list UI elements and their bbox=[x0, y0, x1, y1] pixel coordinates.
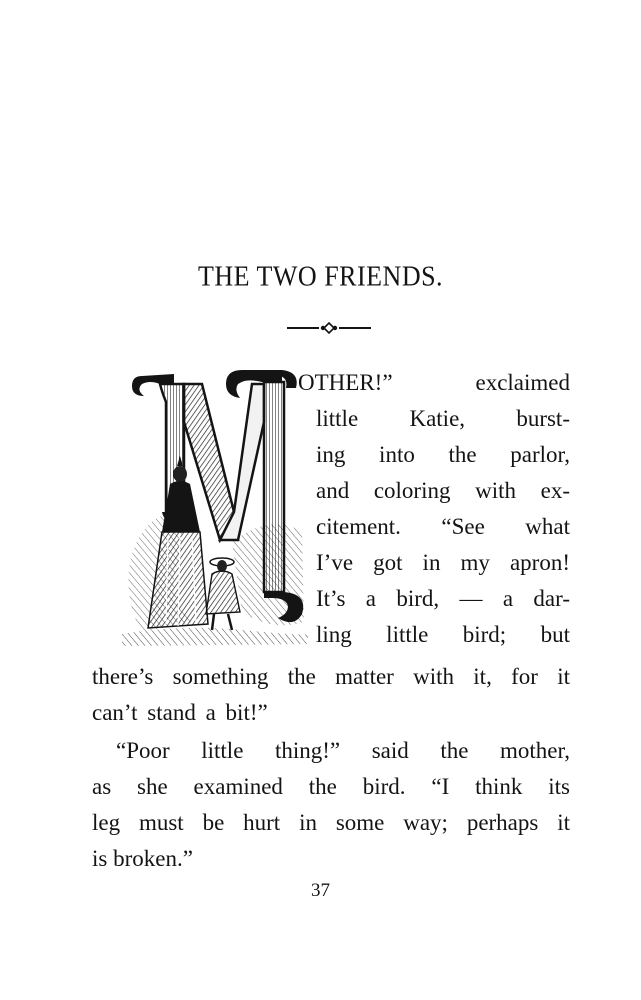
text-line: ling little bird; but bbox=[316, 622, 570, 647]
ornament-divider-icon bbox=[287, 322, 371, 334]
text-line: citement. “See what bbox=[316, 514, 570, 539]
page-number: 37 bbox=[311, 880, 330, 901]
text-line: can’t stand a bit!” bbox=[92, 700, 268, 725]
text-line: “Poor little thing!” said the mother, bbox=[116, 738, 570, 763]
child-figure bbox=[206, 558, 240, 630]
text-line: little Katie, burst- bbox=[316, 406, 570, 431]
text-line: as she examined the bird. “I think its bbox=[92, 774, 570, 799]
text-line: I’ve got in my apron! bbox=[316, 550, 570, 575]
text-line: It’s a bird, — a dar- bbox=[316, 586, 570, 611]
text-line: there’s something the matter with it, for it bbox=[92, 664, 570, 689]
chapter-heading: THE TWO FRIENDS. bbox=[197, 260, 444, 293]
text-line: OTHER!” exclaimed bbox=[298, 370, 570, 395]
drop-cap-illustration bbox=[122, 362, 308, 662]
text-line: ing into the parlor, bbox=[316, 442, 570, 467]
text-line: is broken.” bbox=[92, 846, 193, 871]
text-line: leg must be hurt in some way; perhaps it bbox=[92, 810, 570, 835]
text-line: and coloring with ex- bbox=[316, 478, 570, 503]
